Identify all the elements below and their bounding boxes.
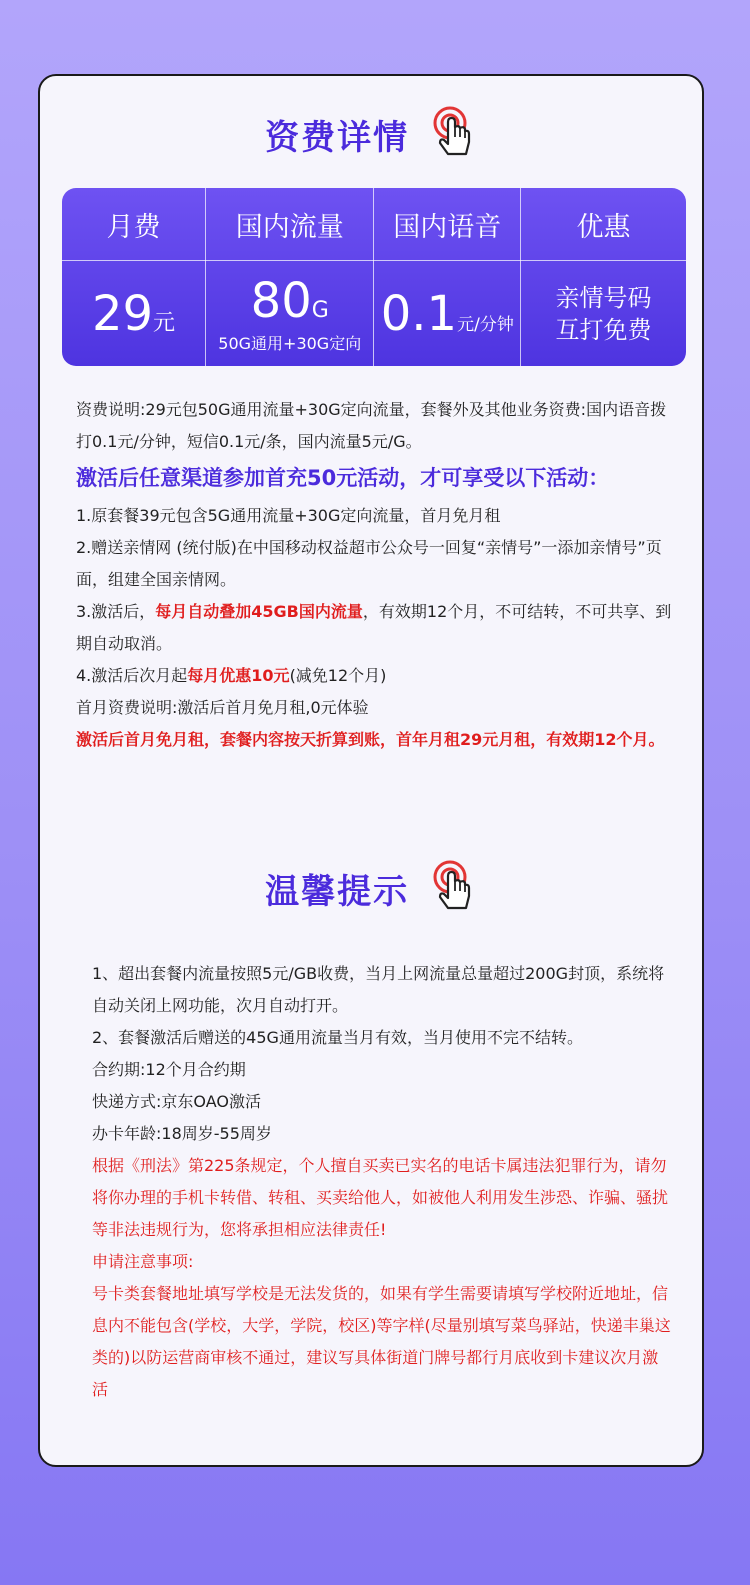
monthly-fee-value: 29 xyxy=(91,285,154,342)
detail-item-4-suffix: (减免12个月) xyxy=(289,666,387,685)
perk-line1: 亲情号码 xyxy=(555,283,652,312)
detail-item-3-highlight: 每月自动叠加45GB国内流量 xyxy=(155,602,363,621)
detail-item-1: 1.原套餐39元包含5G通用流量+30G定向流量，首月免月租 xyxy=(76,506,501,525)
contract-period: 合约期:12个月合约期 xyxy=(92,1060,246,1079)
detail-item-4-prefix: 4.激活后次月起 xyxy=(76,666,188,685)
content-card xyxy=(38,74,704,1467)
detail-item-3-suffix: ，有效期12个月，不可结转，不可共享、到期自动取消。 xyxy=(76,602,672,653)
voice-value: 0.1 xyxy=(380,285,458,342)
header-monthly-fee: 月费 xyxy=(62,188,206,261)
tip-1: 1、超出套餐内流量按照5元/GB收费，当月上网流量总量超过200G封顶，系统将自动关闭上网功能，次月自动打开。 xyxy=(92,964,665,1015)
tariff-details xyxy=(76,394,676,756)
header-perks: 优惠 xyxy=(521,188,686,261)
section-title-tariff xyxy=(40,106,702,162)
detail-item-2: 2.赠送亲情网 (统付版)在中国移动权益超市公众号一回复“亲情号”一添加亲情号”页面，组建全国亲情网。 xyxy=(76,538,662,589)
detail-item-3-prefix: 3.激活后， xyxy=(76,602,156,621)
detail-item-4-highlight: 每月优惠10元 xyxy=(187,666,290,685)
tips-list xyxy=(92,958,672,1406)
tariff-description: 资费说明:29元包50G通用流量+30G定向流量，套餐外及其他业务资费:国内语音拨打0.1元/分钟，短信0.1元/条，国内流量5元/G。 xyxy=(76,400,667,451)
tips-title-text: 温馨提示 xyxy=(265,871,410,912)
cell-perks xyxy=(521,261,686,366)
notice-text: 号卡类套餐地址填写学校是无法发货的，如果有学生需要请填写学校附近地址，信息内不能包含(学校，大学，学院，校区)等字样(尽量别填写菜鸟驿站，快递丰巢这类的)以防运营商审核不通过，建议写具体街道门牌号都行月底收到卡建议次月激活 xyxy=(92,1284,671,1399)
data-unit: G xyxy=(311,298,329,324)
header-domestic-voice: 国内语音 xyxy=(374,188,521,261)
pointer-hand-icon xyxy=(433,106,477,162)
data-value: 80 xyxy=(250,273,312,330)
pointer-hand-icon xyxy=(433,860,477,916)
data-breakdown: 50G通用+30G定向 xyxy=(218,334,362,354)
cell-domestic-data xyxy=(206,261,374,366)
section-title-tips xyxy=(40,860,702,916)
cell-monthly-fee xyxy=(62,261,206,366)
red-note: 激活后首月免月租，套餐内容按天折算到账，首年月租29元月租，有效期12个月。 xyxy=(76,730,665,749)
delivery-method: 快递方式:京东OAO激活 xyxy=(92,1092,261,1111)
activation-highlight: 激活后任意渠道参加首充50元活动，才可享受以下活动： xyxy=(76,466,610,490)
tariff-title-text: 资费详情 xyxy=(265,117,410,158)
monthly-fee-unit: 元 xyxy=(153,310,176,336)
age-requirement: 办卡年龄:18周岁-55周岁 xyxy=(92,1124,272,1143)
detail-item-3 xyxy=(76,596,676,660)
perk-line2: 互打免费 xyxy=(555,315,652,344)
first-month-note: 首月资费说明:激活后首月免月租,0元体验 xyxy=(76,698,369,717)
notice-title: 申请注意事项: xyxy=(92,1252,194,1271)
header-domestic-data: 国内流量 xyxy=(206,188,374,261)
legal-warning: 根据《刑法》第225条规定，个人擅自买卖已实名的电话卡属违法犯罪行为，请勿将你办理的手机卡转借、转租、买卖给他人，如被他人利用发生涉恐、诈骗、骚扰等非法违规行为，您将承担相应法律责任! xyxy=(92,1156,669,1239)
tariff-table xyxy=(62,188,686,366)
voice-unit: 元/分钟 xyxy=(457,314,514,335)
cell-domestic-voice xyxy=(374,261,521,366)
detail-item-4 xyxy=(76,660,676,692)
tip-2: 2、套餐激活后赠送的45G通用流量当月有效，当月使用不完不结转。 xyxy=(92,1028,583,1047)
